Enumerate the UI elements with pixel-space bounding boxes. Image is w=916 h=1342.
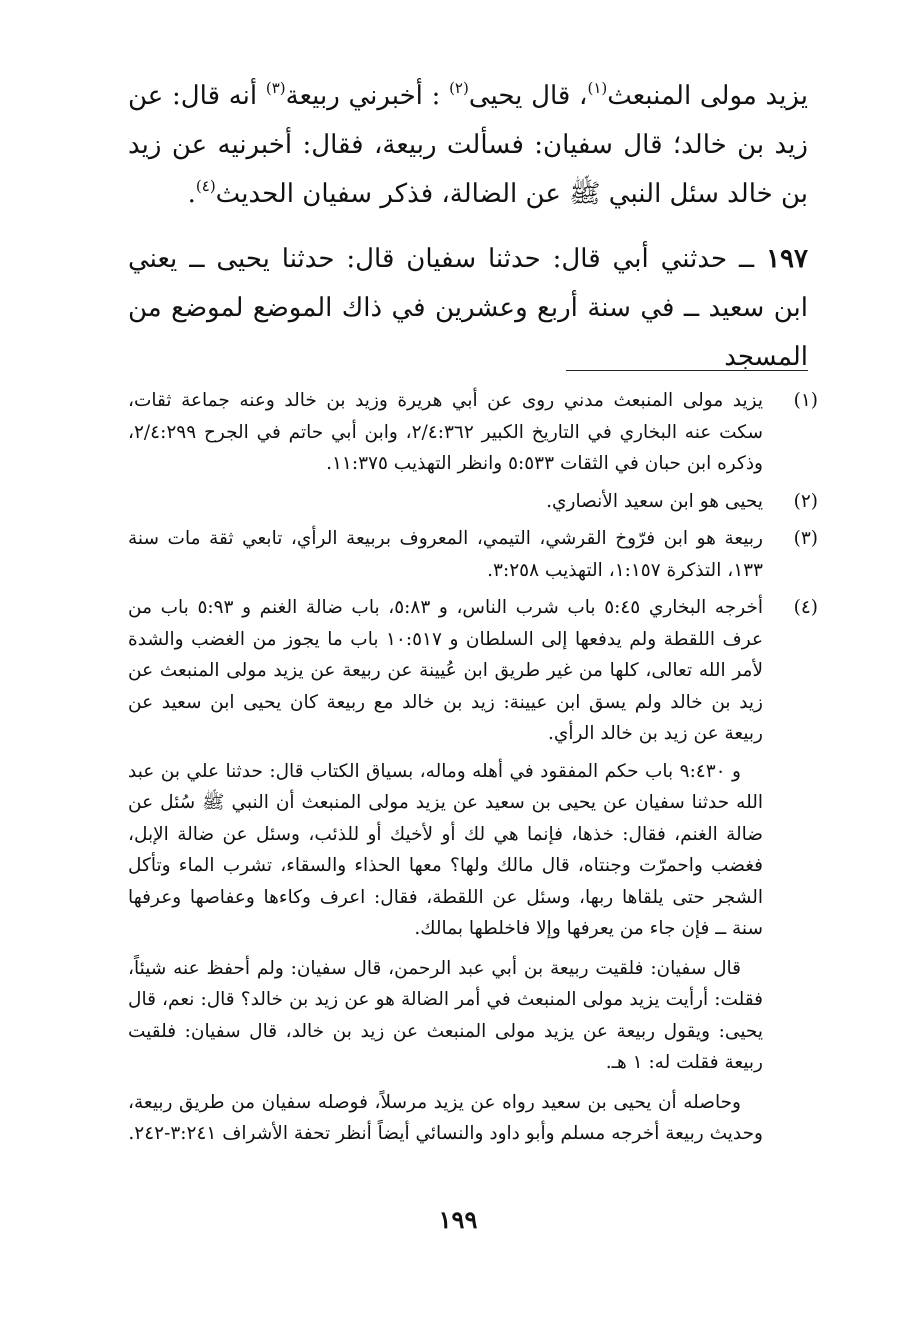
footnote-separator: [566, 370, 808, 371]
hadith-197: ١٩٧ ــ حدثني أبي قال: حدثنا سفيان قال: حدثنا يحيى ــ يعني ابن سعيد ــ في سنة أربع وعشرين في ذاك الموضع لموضع من المسجد: [128, 244, 808, 372]
footnote-paragraph: قال سفيان: فلقيت ربيعة بن أبي عبد الرحمن، قال سفيان: ولم أحفظ عنه شيئاً، فقلت: أرأيت يزيد مولى المنبعث في أمر الضالة هو عن زيد بن خالد؟ قال: نعم، قال يحيى: ويقول ربيعة عن يزيد مولى المنبعث عن زيد بن خالد، قال سفيان: فلقيت ربيعة فقلت له: ١ هـ.: [128, 957, 763, 1073]
footnote-ref-2[interactable]: (٢): [449, 79, 469, 97]
footnote-ref-3[interactable]: (٣): [265, 79, 286, 97]
footnote-3: [128, 523, 818, 586]
footnote-number: (٣): [793, 528, 818, 549]
footnote-text: يحيى هو ابن سعيد الأنصاري.: [546, 490, 763, 512]
footnote-number: (١): [793, 390, 818, 411]
footnotes: [128, 385, 818, 1150]
page-number: ١٩٩: [438, 1205, 478, 1234]
footnote-text: أخرجه البخاري ٥:٤٥ باب شرب الناس، و ٥:٨٣، باب ضالة الغنم و ٥:٩٣ باب من عرف اللقطة ولم يدفعها إلى السلطان و ١٠:٥١٧ باب ما يجوز من الغضب والشدة لأمر الله تعالى، كلها من غير طريق ابن عُيينة عن ربيعة عن يزيد مولى المنبعث عن زيد بن خالد ولم يسق ابن عيينة: زيد بن خالد مع ربيعة كان يحيى ابن سعيد عن ربيعة عن زيد بن خالد الرأي.: [128, 597, 763, 744]
footnote-4: [128, 592, 818, 750]
paragraph-continuation: يزيد مولى المنبعث$^{(١)}$، قال يحيى$^{(٢)}$ : أخبرني ربيعة$^{(٣)}$ أنه قال: عن زيد بن خالد؛ قال سفيان: فسألت ربيعة، فقال: أخبرنيه عن زيد بن خالد سئل النبي ﷺ عن الضالة، فذكر سفيان الحديث$^{(٤)}$.: [128, 79, 809, 209]
main-text: [128, 72, 808, 382]
footnote-text: يزيد مولى المنبعث مدني روى عن أبي هريرة وزيد بن خالد وعنه جماعة ثقات، سكت عنه البخاري في التاريخ الكبير ٢/٤:٣٦٢، وابن أبي حاتم في الجرح ٢/٤:٢٩٩، وذكره ابن حبان في الثقات ٥:٥٣٣ وانظر التهذيب ١١:٣٧٥.: [128, 390, 763, 474]
footnote-ref-1[interactable]: (١): [587, 79, 608, 97]
footnote-paragraph: و ٩:٤٣٠ باب حكم المفقود في أهله وماله، بسياق الكتاب قال: حدثنا علي بن عبد الله حدثنا سفيان عن يحيى بن سعيد عن يزيد مولى المنبعث أن النبي ﷺ سُئل عن ضالة الغنم، فقال: خذها، فإنما هي لك أو لأخيك أو للذئب، وسئل عن ضالة الإبل، فغضب واحمرّت وجنتاه، قال مالك ولها؟ معها الحذاء والسقاء، تشرب الماء وتأكل الشجر حتى يلقاها ربها، وسئل عن اللقطة، فقال: اعرف وكاءها وعفاصها وعرفها سنة ــ فإن جاء من يعرفها وإلا فاخلطها بمالك.: [128, 760, 764, 939]
footnote-2: [128, 486, 818, 518]
footnote-ref-4[interactable]: (٤): [195, 177, 216, 195]
footnote-paragraph: وحاصله أن يحيى بن سعيد رواه عن يزيد مرسلاً، فوصله سفيان من طريق ربيعة، وحديث ربيعة أخرجه مسلم وأبو داود والنسائي أيضاً أنظر تحفة الأشراف ٣:٢٤١-٢٤٢.: [128, 1091, 763, 1144]
footnote-4-continuation: [128, 756, 818, 1150]
footnote-text: ربيعة هو ابن فرّوخ القرشي، التيمي، المعروف بربيعة الرأي، تابعي ثقة مات سنة ١٣٣، التذكرة ١:١٥٧، التهذيب ٣:٢٥٨.: [128, 528, 763, 581]
footnote-1: [128, 385, 818, 480]
hadith-number: ١٩٧: [766, 244, 808, 274]
footnote-number: (٤): [793, 597, 818, 618]
footnote-number: (٢): [793, 490, 818, 512]
